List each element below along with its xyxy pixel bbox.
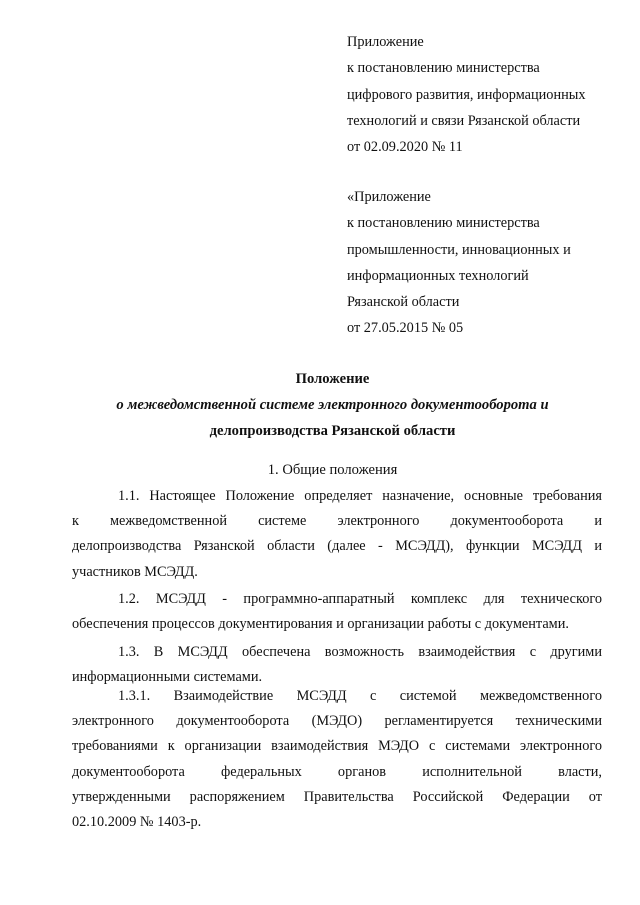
title-subtitle-line-2: делопроизводства Рязанской области	[209, 423, 456, 439]
appendix-line: от 02.09.2020 № 11	[347, 139, 463, 156]
appendix-line: от 27.05.2015 № 05	[347, 320, 464, 337]
paragraph-1-2	[72, 587, 602, 637]
appendix-line: «Приложение	[347, 189, 431, 205]
section-title: 1. Общие положения	[267, 462, 398, 478]
appendix-line: к постановлению министерства	[347, 60, 540, 77]
appendix-line: информационных технологий	[347, 267, 529, 284]
paragraph-line: утвержденными распоряжением Правительства Российской Федерации от	[72, 788, 602, 805]
paragraph-line: обеспечения процессов документирования и организации работы с документами.	[72, 616, 569, 633]
paragraph-line: 1.3. В МСЭДД обеспечена возможность взаимодействия с другими	[118, 644, 602, 660]
paragraph-1-3	[72, 640, 602, 690]
paragraph-line: делопроизводства Рязанской области (далее - МСЭДД), функции МСЭДД и	[72, 538, 602, 555]
title-heading: Положение	[295, 371, 370, 387]
appendix-header-current	[347, 29, 586, 160]
paragraph-line: документооборота федеральных органов исполнительной власти,	[72, 763, 602, 780]
paragraph-line: участников МСЭДД.	[72, 563, 198, 580]
appendix-line: цифрового развития, информационных	[347, 86, 586, 103]
paragraph-1-1	[72, 484, 602, 585]
paragraph-line: электронного документооборота (МЭДО) регламентируется техническими	[72, 713, 602, 730]
paragraph-line: 1.1. Настоящее Положение определяет назначение, основные требования	[118, 488, 602, 504]
appendix-line: к постановлению министерства	[347, 215, 540, 232]
appendix-line: Рязанской области	[347, 294, 460, 311]
paragraph-line: информационными системами.	[72, 669, 263, 686]
document-title	[70, 366, 595, 444]
paragraph-line: 02.10.2009 № 1403-р.	[72, 814, 202, 831]
paragraph-line: 1.3.1. Взаимодействие МСЭДД с системой межведомственного	[118, 688, 602, 704]
paragraph-1-3-1	[72, 684, 602, 835]
appendix-line: Приложение	[347, 34, 424, 50]
paragraph-line: 1.2. МСЭДД - программно-аппаратный комплекс для технического	[118, 591, 602, 607]
paragraph-line: требованиями к организации взаимодействия МЭДО с системами электронного	[72, 738, 602, 755]
appendix-header-previous	[347, 184, 571, 342]
appendix-line: технологий и связи Рязанской области	[347, 112, 581, 129]
title-subtitle-line-1: о межведомственной системе электронного документооборота и	[116, 397, 549, 413]
paragraph-line: к межведомственной системе электронного документооборота и	[72, 513, 602, 530]
appendix-line: промышленности, инновационных и	[347, 241, 571, 258]
